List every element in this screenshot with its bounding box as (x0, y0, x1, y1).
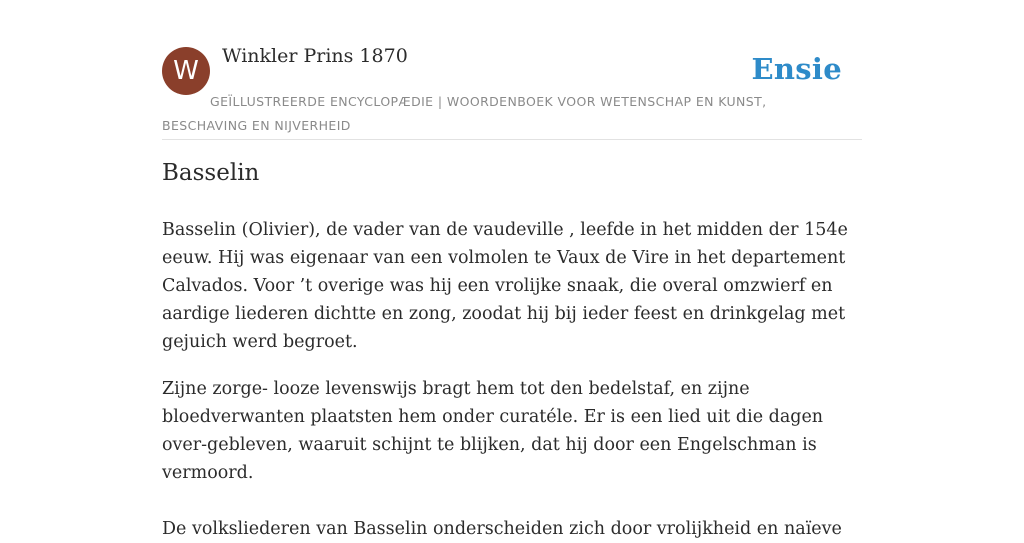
article-paragraph: De volksliederen van Basselin onderscheiden zich door vrolijkheid en naïeve (162, 519, 842, 539)
article-body (162, 216, 862, 543)
source-subtitle: GEÏLLUSTREERDE ENCYCLOPÆDIE | WOORDENBOEK VOOR WETENSCHAP EN KUNST, BESCHAVING EN NIJVERHEID (162, 94, 767, 133)
source-header (162, 0, 862, 140)
ensie-logo-link[interactable]: Ensie (751, 52, 842, 86)
article-paragraph: Basselin (Olivier), de vader van de vaudeville , leefde in het midden der 154e eeuw. Hij was eigenaar van een volmolen te Vaux de Vire in het departement Calvados. Voor ’t overige was hij een vrolijke snaak, die overal omzwierf en aardige liederen dichtte en zong, zoodat hij bij ieder feest en drinkgelag met gejuich werd begroet. (162, 220, 848, 352)
source-title[interactable]: Winkler Prins 1870 (222, 45, 408, 67)
article-title: Basselin (162, 160, 260, 186)
source-avatar[interactable]: W (162, 47, 210, 95)
main-content (162, 0, 862, 539)
article-paragraph: Zijne zorge- looze levenswijs bragt hem tot den bedelstaf, en zijne bloedverwanten plaatsten hem onder curatéle. Er is een lied uit die dagen over-gebleven, waaruit schijnt te blijken, dat hij door een Engelschman is vermoord. (162, 379, 824, 483)
